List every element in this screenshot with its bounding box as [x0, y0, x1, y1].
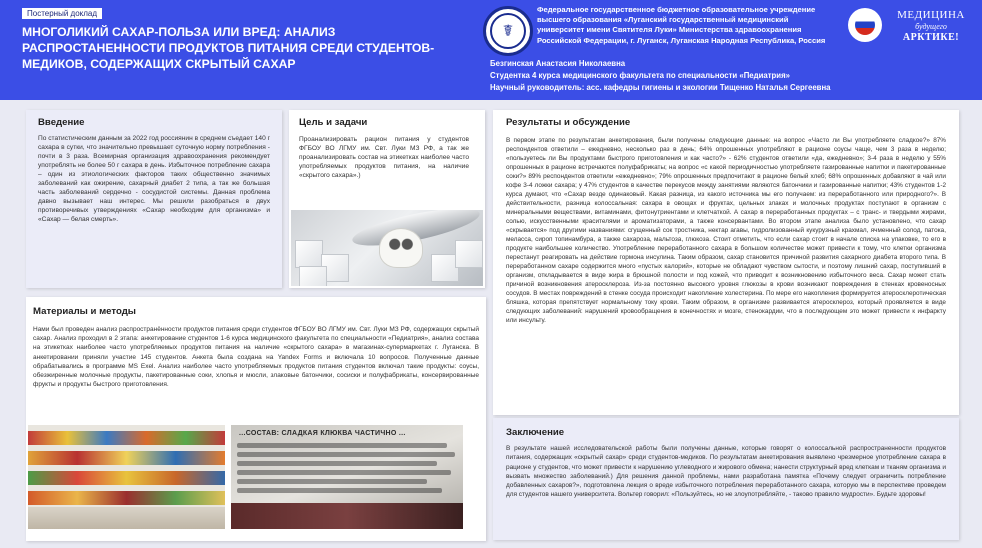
university-name: Федеральное государственное бюджетное образовательное учреждение высшего образования «Луганский государственный медицинский университет имени Святителя Луки» Министерства здравоохранения Российской Федерации, г. Луганск, Луганская Народная Республика, Россия: [537, 5, 826, 45]
conclusion-panel: [493, 418, 959, 540]
poster-type-badge: Постерный доклад: [22, 8, 102, 19]
author-info: Студентка 4 курса медицинского факультета по специальности «Педиатрия»: [490, 70, 790, 80]
goals-heading: Цель и задачи: [299, 117, 368, 128]
results-text: В первом этапе по результатам анкетирования, были получены следующие данные: на вопрос «Часто ли Вы употребляете сладкое?» 87% респондентов ответили – ежедневно, несколько раз в день; 64% опрошенных употребляют в рационе соусы чаще, чем 3 раза в неделю; «пользуетесь ли Вы продуктами быстрого приготовления и как часто?» - 62% студентов ответили «да, ежедневно»; 3-4 раза в неделю у 55% опрошенных в рационе встречаются полуфабрикаты; на вопрос «с какой периодичностью употребляете газированные напитки и пакетированные соки?» 89% респондентов ответили «ежедневно»; 79% опрошенных предпочитают в рационе белый хлеб; 68% опрошенных добавляют в чай или кофе 3-4 ложки сахара; у 47% студентов в качестве перекусов между занятиями являются батончики и газированные напитки; 43% студентов 1-2 курса думают, что «Сахар везде одинаковый. Какая разница, из какого источника мы его получаем: из переработанного или природного?». В действительности, разница колоссальная: сахара в овощах и фруктах, цельных злаках и молочных продуктах поступают в организм с минеральными веществами, витаминами, фитонутриентами и клетчаткой. А сахар в переработанных продуктах – с транс- и твердыми жирами, солью, искусственными красителями и ароматизаторами, а также консервантами. Во втором этапе анализа было установлено, что сахар «скрывается» под другими названиями: сгущенный сок тростника, нектар агавы, гидролизованный кукурузный крахмал, ячменный солод, патока, меласса, сироп топинамбура, а также сахароза, мальтоза, глюкоза. Стоит отметить, что если сахар стоит в начале списка на упаковке, то его в продукте наибольшее количество. Употребление переработанного сахара в большом количестве может привести к тому, что клетки организма перестанут реагировать на действие гормона инсулина. Таким образом, сахар становится причиной развития сахарного диабета второго типа. В переработанном сахаре содержится много «пустых калорий», которые не обладают чувством сытости, и поэтому лишний сахар, поступивший в организм, откладывается в виде жира в брюшной полости и под кожей, что приводит к возникновению избыточного веса. Сахар может стать причиной возникновения атеросклероза. Из-за постоянно высокого уровня глюкозы в крови возникают повреждения в стенках кровеносных сосудов. В местах повреждений в стенке сосуда происходит накопление холестерина. По мере его накопления формируется атеросклеротическая бляшка, которая препятствует нормальному току крови. Таким образом, в организме развивается атеросклероз, который проявляется в виде следующих заболеваний: нарушений кровообращения в конечностях и мозге, стенокардии, что в последующем это может привести к инфаркту или инсульту.: [506, 137, 946, 325]
conclusion-heading: Заключение: [506, 427, 565, 438]
arctic-medicine-logo: МЕДИЦИНА будущего АРКТИКЕ!: [897, 9, 965, 43]
supermarket-shelves-image: [28, 425, 225, 529]
methods-text: Нами был проведен анализ распространённости продуктов питания среди студентов ФГБОУ ВО ЛГМУ им. Свт. Луки МЗ РФ, содержащих скрытый сахар. Анализ проходил в 2 этапа: анкетирование студентов 1-6 курса медицинского факультета по специальности «Педиатрия», анализ состава на этикетках наиболее часто употребляемых продуктов питания на наличие «скрытого сахара» в магазинах-супермаркетах г. Луганска. В анкетировании приняли участие 145 студентов. Анкета была создана на Yandex Forms и включала 10 вопросов. Полученные данные обрабатывались в программе MS Exel. Анализ наиболее часто употребляемых продуктов питания студентов включал такие продукты: соусы, обезжиренные молочные продукты, пакетированные соки, хлопья и мюсли, злаковые батончики, сосиски и полуфабрикаты, консервированные фрукты и продукты быстрого приготовления.: [33, 326, 479, 389]
author-block: [490, 58, 970, 93]
introduction-heading: Введение: [38, 117, 85, 128]
goals-text: Проанализировать рацион питания у студентов ФГБОУ ВО ЛГМУ им. Свт. Луки МЗ РФ, а так же проанализировать состав на этикетках наиболее часто употребляемых продуктов питания, на наличие «скрытого сахара».): [299, 136, 469, 179]
poster-header: [0, 0, 982, 100]
results-heading: Результаты и обсуждение: [506, 117, 631, 128]
russian-flag-emblem-icon: [848, 8, 882, 42]
introduction-panel: [26, 110, 282, 288]
supervisor: Научный руководитель: асс. кафедры гигиены и экологии Тищенко Наталья Сергеевна: [490, 82, 831, 92]
poster-title: МНОГОЛИКИЙ САХАР-ПОЛЬЗА ИЛИ ВРЕД: АНАЛИЗ РАСПРОСТАНЕННОСТИ ПРОДУКТОВ ПИТАНИЯ СРЕДИ СТУДЕНТОВ-МЕДИКОВ, СОДЕРЖАЩИХ СКРЫТЫЙ САХАР: [22, 25, 435, 71]
ingredient-label-caption: ...СОСТАВ: СЛАДКАЯ КЛЮКВА ЧАСТИЧНО ...: [239, 430, 406, 437]
introduction-text: По статистическим данным за 2022 год россиянин в среднем съедает 140 г сахара в сутки, что значительно превышает суточную норму потребления - почти в 3 раза. Всемирная организация здравоохранения рекомендует употреблять не более 50 г сахара в день. Избыточное потребление сахара – один из этиологических факторов таких общественно значимых заболеваний как ожирение, сахарный диабет 2 типа, а так же большая часть заболеваний сердечно - сосудистой системы. Данная проблема давно вызывает наш интерес. Мы решили разобраться в двух противоречивых утверждениях «Сахар необходим для организма» и «Сахар — белая смерть».: [38, 135, 270, 223]
author-name: Безгинская Анастасия Николаевна: [490, 59, 626, 68]
methods-heading: Материалы и методы: [33, 306, 136, 317]
goals-panel: [289, 110, 485, 288]
conclusion-text: В результате нашей исследовательской работы были получены данные, которые говорят о колоссальной распространенности продуктов питания, содержащих «скрытый сахар» среди студентов-медиков. По результатам анкетирования выявлено чрезмерное употребление сахара в рационе у студентов, что может привести к нарушению углеводного и жирового обмена; нанести структурный вред клеткам и тканям организма и вызвать множество заболеваний.) Для решения данной проблемы, нами разработана памятка «Почему следует ограничить потребление добавленных сахаров?», подготовлена лекция о вреде избыточного потребления переработанного сахара, которую мы в перспективе проведем для студентов нашего университета. Вольтер говорил: «Пользуйтесь, но не злоупотребляйте, - таково правило мудрости». Будьте здоровы!: [506, 445, 946, 499]
university-emblem-icon: ☤: [483, 6, 533, 56]
results-panel: [493, 110, 959, 415]
methods-panel: [26, 297, 486, 541]
ingredient-label-image: [231, 425, 463, 529]
sugar-skull-image: [291, 210, 483, 286]
